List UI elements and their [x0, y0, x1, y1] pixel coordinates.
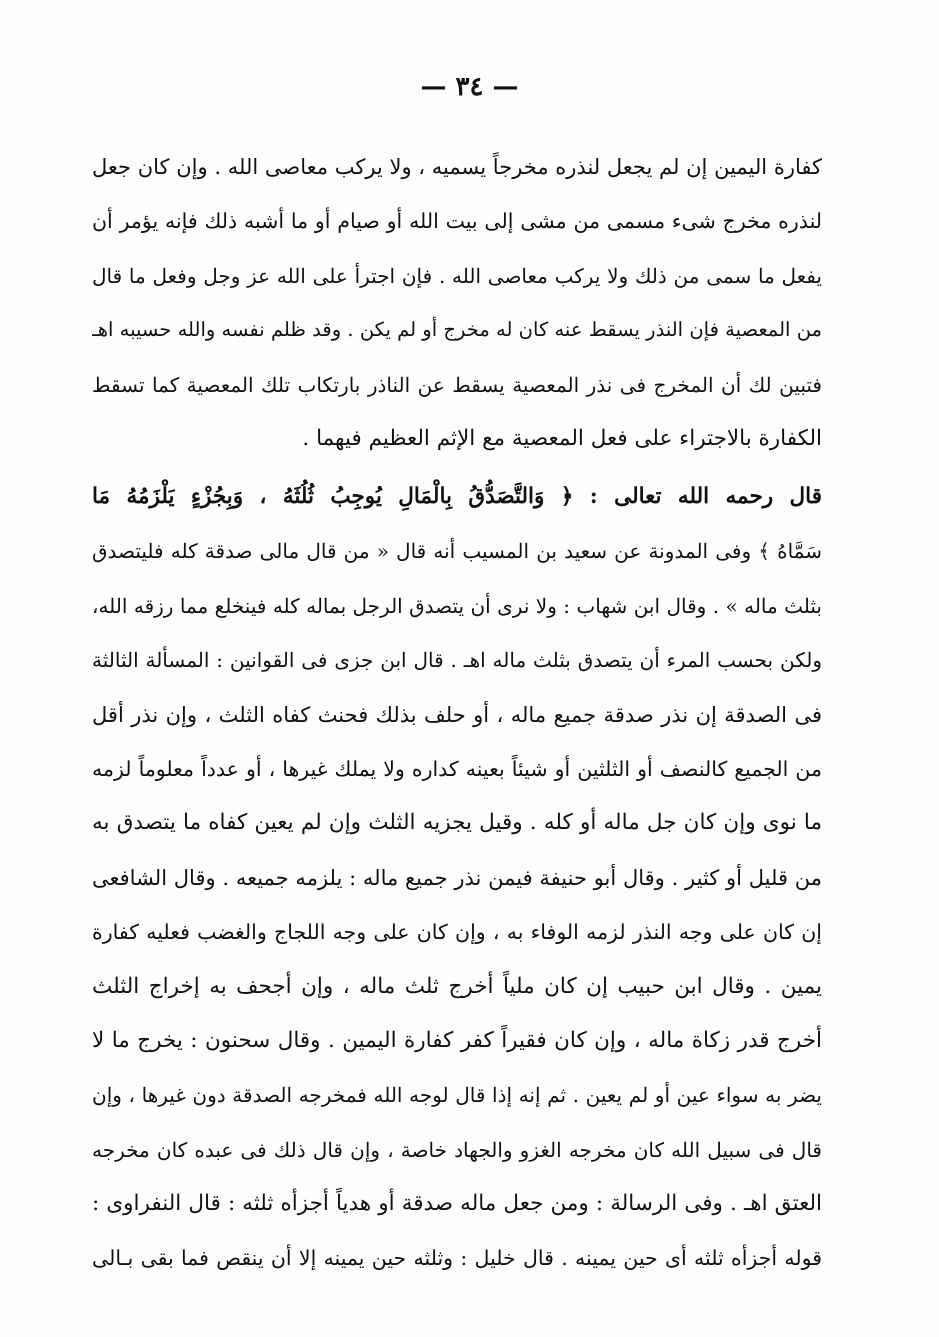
- text-line: من الجميع كالنصف أو الثلثين أو شيئاً بعينه كداره ولا يملك غيرها ، أو عدداً معلوماً لزمه: [92, 756, 822, 781]
- text-line: الكفارة بالاجتراء على فعل المعصية مع الإثم العظيم فيهما .: [302, 425, 822, 451]
- text-line: من المعصية فإن النذر يسقط عنه كان له مخرج أو لم يكن . وقد ظلم نفسه والله حسيبه اهـ: [92, 318, 822, 342]
- page-number: — ٣٤ —: [420, 72, 519, 102]
- text-line: قوله أجزأه ثلثه أى حين يمينه . قال خليل : وثلثه حين يمينه إلا أن ينقص فما بقى بـالى: [92, 1246, 822, 1271]
- text-line: سَمَّاهُ ﴾ وفى المدونة عن سعيد بن المسيب أنه قال « من قال مالى صدقة كله فليتصدق: [92, 539, 822, 564]
- text-line: أخرج قدر زكاة ماله ، وإن كان فقيراً كفر كفارة اليمين . وقال سحنون : يخرج ما لا: [92, 1027, 822, 1053]
- text-line: يمين . وقال ابن حبيب إن كان ملياً أخرج ثلث ماله ، وإن أجحف به إخراج الثلث: [92, 973, 822, 999]
- text-line: يفعل ما سمى من ذلك ولا يركب معاصى الله . فإن اجترأ على الله عز وجل وفعل ما قال: [92, 263, 822, 288]
- text-line-quote: قال رحمه الله تعالى : ﴿ وَالتَّصَدُّقُ بِالْمَالِ يُوجِبُ ثُلُثَهُ ، وَبِجُزْءٍ يَلْزَمُهُ مَا: [92, 484, 822, 509]
- text-line: قال فى سبيل الله كان مخرجه الغزو والجهاد خاصة ، وإن قال ذلك فى عبده كان مخرجه: [92, 1137, 822, 1162]
- text-line: فى الصدقة إن نذر صدقة جميع ماله ، أو حلف بذلك فحنث كفاه الثلث ، وإن نذر أقل: [92, 702, 822, 727]
- text-line: لنذره مخرج شىء مسمى من مشى إلى بيت الله أو صيام أو ما أشبه ذلك فإنه يؤمر أن: [92, 209, 822, 234]
- text-line: ما نوى وإن كان جل ماله أو كله . وقيل يجزيه الثلث وإن لم يعين كفاه ما يتصدق به: [92, 810, 822, 836]
- paragraph-2: [92, 470, 822, 1286]
- text-line: يضر به سواء عين أو لم يعين . ثم إنه إذا قال لوجه الله فمخرجه الصدقة دون غيرها ، وإن: [92, 1083, 822, 1108]
- text-line: إن كان على وجه النذر لزمه الوفاء به ، وإن كان على وجه اللجاج والغضب فعليه كفارة: [92, 920, 822, 945]
- text-line: بثلث ماله » . وقال ابن شهاب : ولا نرى أن يتصدق الرجل بماله كله فينخلع مما رزقه الله،: [92, 593, 822, 618]
- text-line: كفارة اليمين إن لم يجعل لنذره مخرجاً يسميه ، ولا يركب معاصى الله . وإن كان جعل: [92, 155, 822, 179]
- text-line: ولكن بحسب المرء أن يتصدق بثلث ماله اهـ . قال ابن جزى فى القوانين : المسألة الثالثة: [92, 648, 822, 673]
- text-line: العتق اهـ . وفى الرسالة : ومن جعل ماله صدقة أو هدياً أجزأه ثلثه : قال النفراوى :: [92, 1191, 822, 1217]
- text-line: من قليل أو كثير . وقال أبو حنيفة فيمن نذر جميع ماله : يلزمه جميعه . وقال الشافعى: [92, 865, 822, 890]
- paragraph-1: [92, 140, 822, 466]
- text-line: فتبين لك أن المخرج فى نذر المعصية يسقط عن الناذر بارتكاب تلك المعصية كما تسقط: [92, 372, 822, 397]
